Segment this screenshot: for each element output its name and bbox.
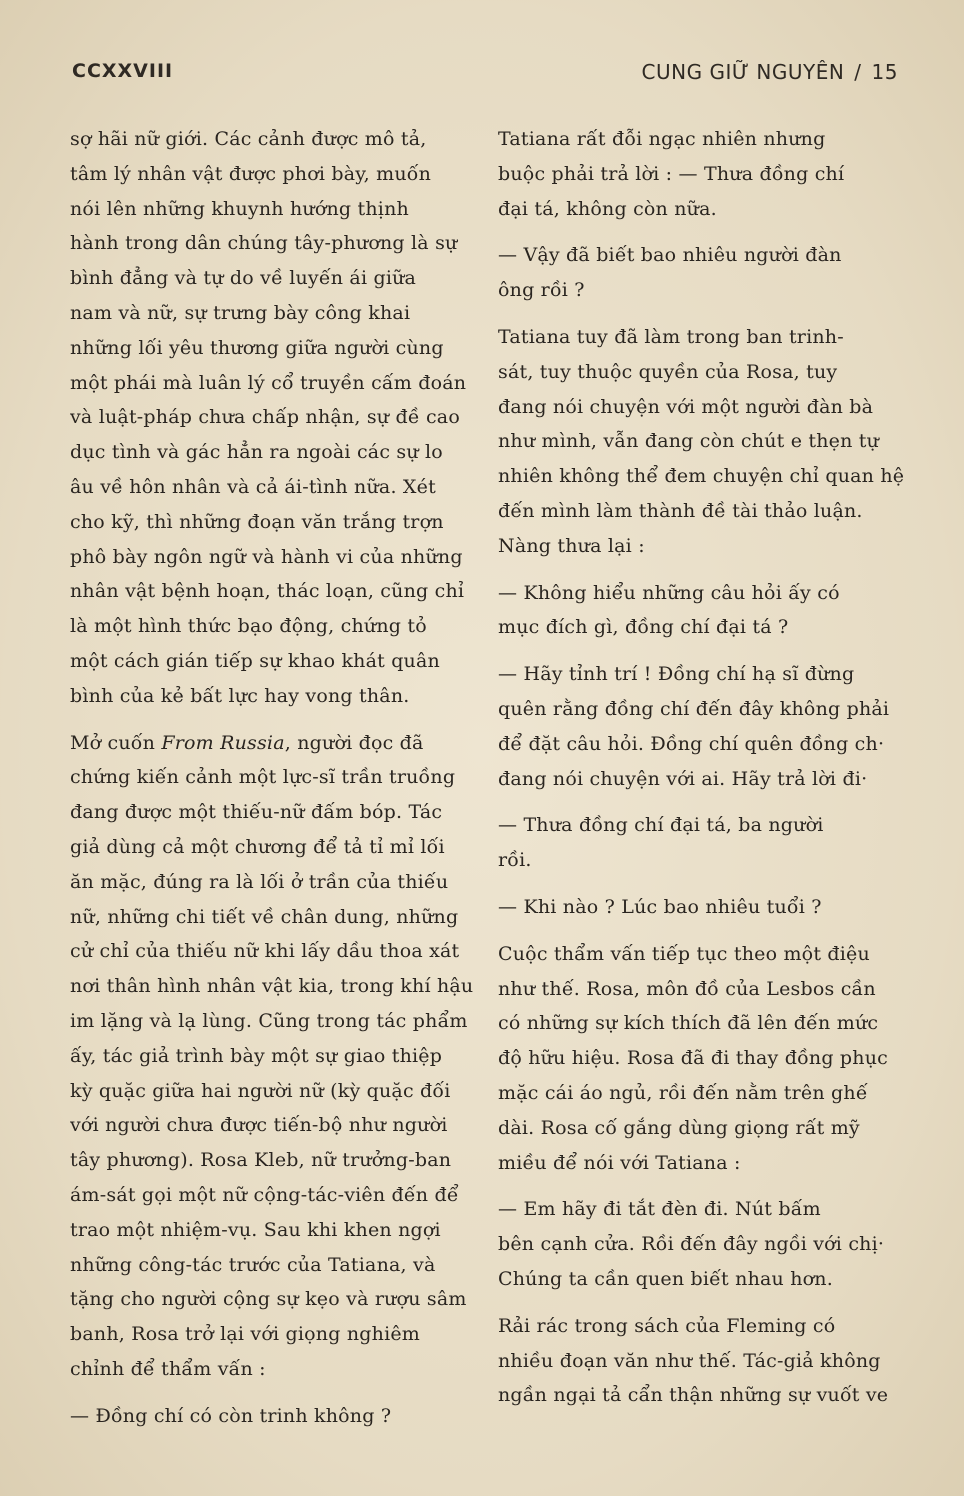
chapter-title: CUNG GIỮ NGUYÊN [641, 60, 845, 84]
text-line: ngần ngại tả cẩn thận những sự vuốt ve [498, 1384, 889, 1407]
text-line: — Đồng chí có còn trinh không ? [70, 1404, 392, 1427]
text-line: Rải rác trong sách của Fleming có [498, 1314, 836, 1337]
text-line: im lặng và lạ lùng. Cũng trong tác phẩm [70, 1009, 468, 1032]
paragraph [70, 726, 474, 1387]
paragraph-gap [498, 1180, 904, 1192]
text-line: ấy, tác giả trình bày một sự giao thiệp [70, 1044, 443, 1067]
text-line: — Vậy đã biết bao nhiêu người đàn [498, 244, 842, 267]
paragraph [498, 937, 904, 1181]
paragraph-gap [498, 878, 904, 890]
text-line: miều để nói với Tatiana : [498, 1151, 741, 1174]
paragraph [70, 122, 474, 714]
text-line: Mở cuốn From Russia, người đọc đã [70, 731, 424, 754]
text-line: nói lên những khuynh hướng thịnh [70, 197, 409, 220]
paragraph [498, 890, 904, 925]
left-text-column [70, 122, 474, 1433]
text-line: chứng kiến cảnh một lực-sĩ trần truồng [70, 766, 456, 789]
section-number: CCXXVIII [72, 60, 174, 82]
text-line: bình đẳng và tự do về luyến ái giữa [70, 267, 417, 290]
text-line: tâm lý nhân vật được phơi bày, muốn [70, 162, 432, 185]
paragraph-gap [498, 796, 904, 808]
text-line: bên cạnh cửa. Rồi đến đây ngồi với chị· [498, 1233, 885, 1256]
paragraph [498, 122, 904, 226]
paragraph [498, 1309, 904, 1413]
text-line: mặc cái áo ngủ, rồi đến nằm trên ghế [498, 1081, 868, 1104]
text-line: để đặt câu hỏi. Đồng chí quên đồng ch· [498, 732, 885, 755]
text-line: những công-tác trước của Tatiana, và [70, 1253, 436, 1276]
text-line: quên rằng đồng chí đến đây không phải [498, 697, 890, 720]
text-line: nhiều đoạn văn như thế. Tác-giả không [498, 1349, 881, 1372]
paragraph-gap [498, 564, 904, 576]
text-line: giả dùng cả một chương để tả tỉ mỉ lối [70, 835, 445, 858]
text-line: nơi thân hình nhân vật kia, trong khí hậu [70, 975, 474, 998]
text-line: sát, tuy thuộc quyền của Rosa, tuy [498, 360, 838, 383]
text-line: Tatiana rất đỗi ngạc nhiên nhưng [498, 128, 826, 150]
text-line: với người chưa được tiến-bộ như người [70, 1114, 448, 1137]
text-line: ăn mặc, đúng ra là lối ở trần của thiếu [70, 870, 449, 893]
text-line: độ hữu hiệu. Rosa đã đi thay đồng phục [498, 1047, 889, 1070]
text-line: — Thưa đồng chí đại tá, ba người [498, 814, 824, 837]
text-line: tặng cho người cộng sự kẹo và rượu sâm [70, 1288, 467, 1311]
text-line: đến mình làm thành đề tài thảo luận. [498, 499, 863, 522]
text-line: ông rồi ? [498, 279, 585, 302]
text-line: hành trong dân chúng tây-phương là sự [70, 232, 458, 255]
text-line: một cách gián tiếp sự khao khát quân [70, 649, 440, 672]
text-line: banh, Rosa trở lại với giọng nghiêm [70, 1323, 421, 1346]
paragraph-gap [498, 308, 904, 320]
text-line: như thế. Rosa, môn đồ của Lesbos cần [498, 977, 876, 1000]
text-line: nhân vật bệnh hoạn, thác loạn, cũng chỉ [70, 580, 465, 603]
text-line: ám-sát gọi một nữ cộng-tác-viên đến để [70, 1183, 459, 1206]
text-line: Cuộc thẩm vấn tiếp tục theo một điệu [498, 942, 870, 965]
text-line: sợ hãi nữ giới. Các cảnh được mô tả, [70, 128, 427, 150]
header-separator: / [854, 60, 862, 84]
paragraph [498, 1192, 904, 1296]
text-line: — Hãy tỉnh trí ! Đồng chí hạ sĩ đừng [498, 663, 855, 686]
text-line: mục đích gì, đồng chí đại tá ? [498, 616, 789, 639]
text-line: Tatiana tuy đã làm trong ban trinh- [498, 325, 844, 348]
text-line: nữ, những chi tiết về chân dung, những [70, 905, 459, 928]
paragraph-gap [498, 1297, 904, 1309]
paragraph [70, 1399, 474, 1434]
text-line: — Không hiểu những câu hỏi ấy có [498, 581, 840, 604]
paragraph-gap [498, 645, 904, 657]
text-line: buộc phải trả lời : — Thưa đồng chí [498, 162, 845, 185]
paragraph [498, 576, 904, 646]
paragraph-gap [70, 714, 474, 726]
text-line: rồi. [498, 849, 532, 872]
paragraph [498, 320, 904, 564]
text-line: nam và nữ, sự trưng bày công khai [70, 301, 411, 324]
text-line: và luật-pháp chưa chấp nhận, sự đề cao [70, 406, 460, 429]
text-line: Nàng thưa lại : [498, 534, 645, 557]
text-line: có những sự kích thích đã lên đến mức [498, 1012, 879, 1035]
text-line: cho kỹ, thì những đoạn văn trắng trợn [70, 510, 444, 533]
text-line: đại tá, không còn nữa. [498, 197, 717, 220]
text-line: chỉnh để thẩm vấn : [70, 1357, 266, 1380]
text-line: dục tình và gác hẳn ra ngoài các sự lo [70, 441, 443, 464]
text-line: âu về hôn nhân và cả ái-tình nữa. Xét [70, 475, 436, 498]
text-line: một phái mà luân lý cổ truyền cấm đoán [70, 371, 467, 394]
text-line: đang nói chuyện với một người đàn bà [498, 395, 874, 418]
text-line: — Khi nào ? Lúc bao nhiêu tuổi ? [498, 895, 822, 918]
paragraph-gap [70, 1387, 474, 1399]
text-line: trao một nhiệm-vụ. Sau khi khen ngợi [70, 1218, 441, 1241]
page-header [72, 58, 898, 92]
text-line: cử chỉ của thiếu nữ khi lấy dầu thoa xát [70, 940, 460, 963]
text-line: kỳ quặc giữa hai người nữ (kỳ quặc đối [70, 1079, 451, 1102]
paragraph [498, 238, 904, 308]
text-line: là một hình thức bạo động, chứng tỏ [70, 615, 427, 638]
running-title [642, 60, 898, 84]
text-line: phô bày ngôn ngữ và hành vi của những [70, 545, 463, 568]
text-line: như mình, vẫn đang còn chút e thẹn tự [498, 430, 880, 453]
text-line: Chúng ta cần quen biết nhau hơn. [498, 1267, 833, 1290]
paragraph-gap [498, 226, 904, 238]
text-line: nhiên không thể đem chuyện chỉ quan hệ [498, 465, 904, 488]
text-line: những lối yêu thương giữa người cùng [70, 336, 444, 359]
paragraph-gap [498, 925, 904, 937]
text-line: — Em hãy đi tắt đèn đi. Nút bấm [498, 1198, 821, 1221]
book-title: From Russia [161, 731, 285, 754]
paragraph [498, 808, 904, 878]
paragraph [498, 657, 904, 796]
text-line: đang nói chuyện với ai. Hãy trả lời đi· [498, 767, 868, 790]
right-text-column [498, 122, 904, 1413]
page-number: 15 [871, 60, 898, 84]
text-line: bình của kẻ bất lực hay vong thân. [70, 684, 410, 707]
text-line: dài. Rosa cố gắng dùng giọng rất mỹ [498, 1116, 860, 1139]
text-line: đang được một thiếu-nữ đấm bóp. Tác [70, 801, 443, 824]
text-line: tây phương). Rosa Kleb, nữ trưởng-ban [70, 1149, 452, 1172]
